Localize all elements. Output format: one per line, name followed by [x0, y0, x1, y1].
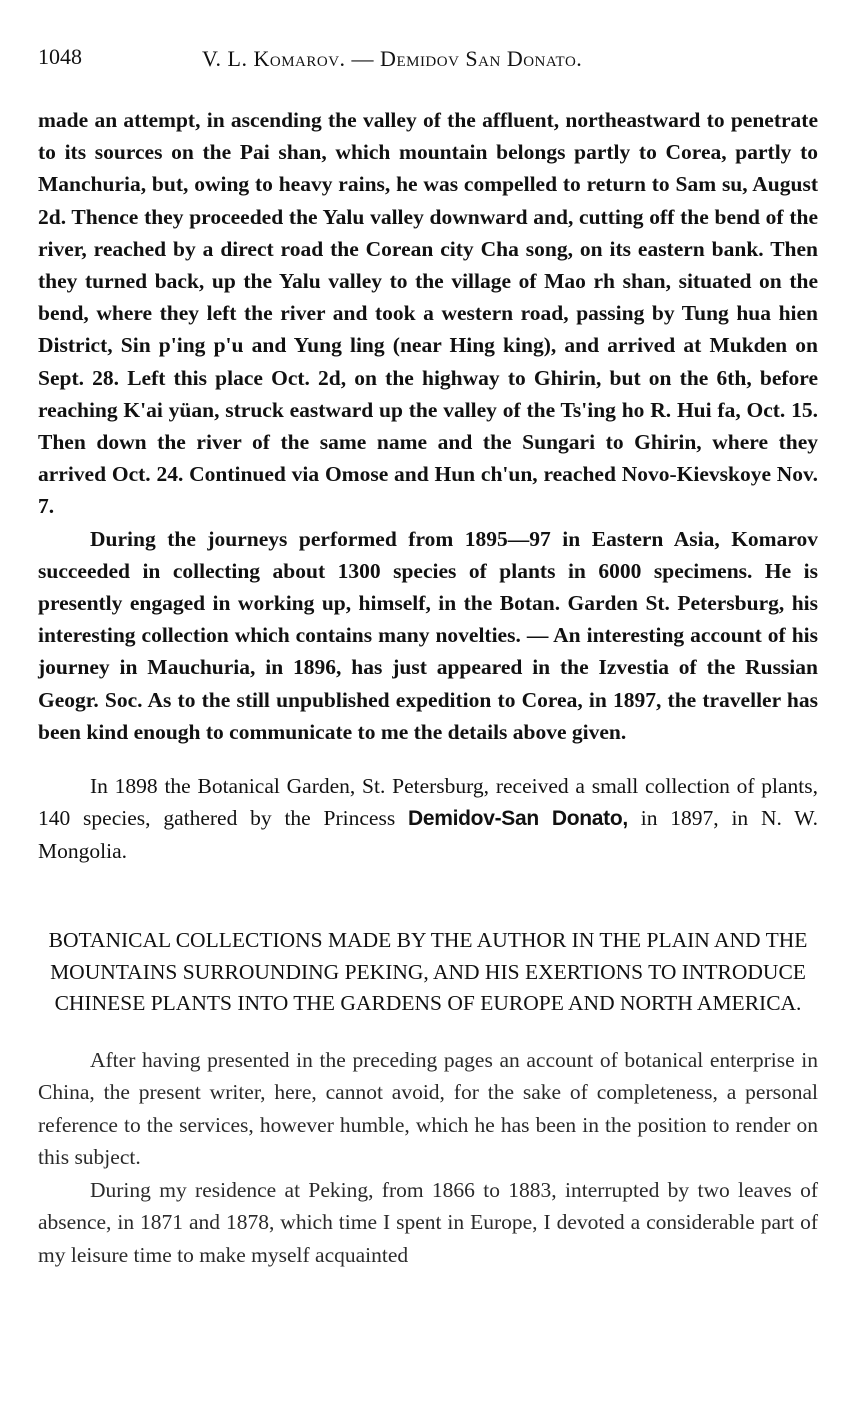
- author-section: [38, 1044, 818, 1272]
- demidov-paragraph: [38, 770, 818, 867]
- komarov-collections-paragraph: During the journeys performed from 1895—97 in Eastern Asia, Komarov succeeded in collecting about 1300 species of plants in 6000 specimens. He is presently engaged in working up, himself, in the Botan. Garden St. Petersburg, his interesting collection which contains many novelties. — An interesting account of his journey in Mauchuria, in 1896, has just appeared in the Izvestia of the Russian Geogr. Soc. As to the still unpublished expedition to Corea, in 1897, the traveller has been kind enough to communicate to me the details above given.: [38, 526, 818, 744]
- demidov-name-emphasis: Demidov-San Donato,: [408, 807, 628, 831]
- page-number: 1048: [38, 44, 82, 69]
- komarov-itinerary-paragraph: made an attempt, in ascending the valley of the affluent, northeastward to penetrate to its sources on the Pai shan, which mountain belongs partly to Corea, partly to Manchuria, but, owing to heavy rains, he was compelled to return to Sam su, August 2d. Thence they proceeded the Yalu valley downward and, cutting off the bend of the river, reached by a direct road the Corean city Cha song, on its eastern bank. Then they turned back, up the Yalu valley to the village of Mao rh shan, situated on the bend, where they left the river and took a western road, passing by Tung hua hien District, Sin p'ing p'u and Yung ling (near Hing king), and arrived at Mukden on Sept. 28. Left this place Oct. 2d, on the highway to Ghirin, but on the 6th, before reaching K'ai yüan, struck eastward up the valley of the Ts'ing ho R. Hui fa, Oct. 15. Then down the river of the same name and the Sungari to Ghirin, where they arrived Oct. 24. Continued via Omose and Hun ch'un, reached Novo-Kievskoye Nov. 7.: [38, 108, 818, 519]
- komarov-section: [38, 104, 818, 748]
- demidov-paragraph-text: In 1898 the Botanical Garden, St. Petersburg, received a small collection of plants, 140 species, gathered by the Princess: [38, 774, 818, 831]
- book-page: [38, 40, 818, 1271]
- intro-paragraph: After having presented in the preceding pages an account of botanical enterprise in China, the present writer, here, cannot avoid, for the sake of completeness, a personal reference to the services, however humble, which he has been in the position to render on this subject.: [38, 1047, 818, 1170]
- page-header: [38, 40, 818, 80]
- running-head: V. L. Komarov. — Demidov San Donato.: [202, 46, 583, 71]
- section-heading: BOTANICAL COLLECTIONS MADE BY THE AUTHOR IN THE PLAIN AND THE MOUNTAINS SURROUNDING PEKING, AND HIS EXERTIONS TO INTRODUCE CHINESE PLANTS INTO THE GARDENS OF EUROPE AND NORTH AMERICA.: [48, 928, 808, 1016]
- demidov-paragraph-end: in 1897, in N. W. Mongolia.: [38, 806, 818, 864]
- residence-paragraph: During my residence at Peking, from 1866 to 1883, interrupted by two leaves of absence, in 1871 and 1878, which time I spent in Europe, I devoted a considerable part of my leisure time to make myself acquainted: [38, 1177, 818, 1267]
